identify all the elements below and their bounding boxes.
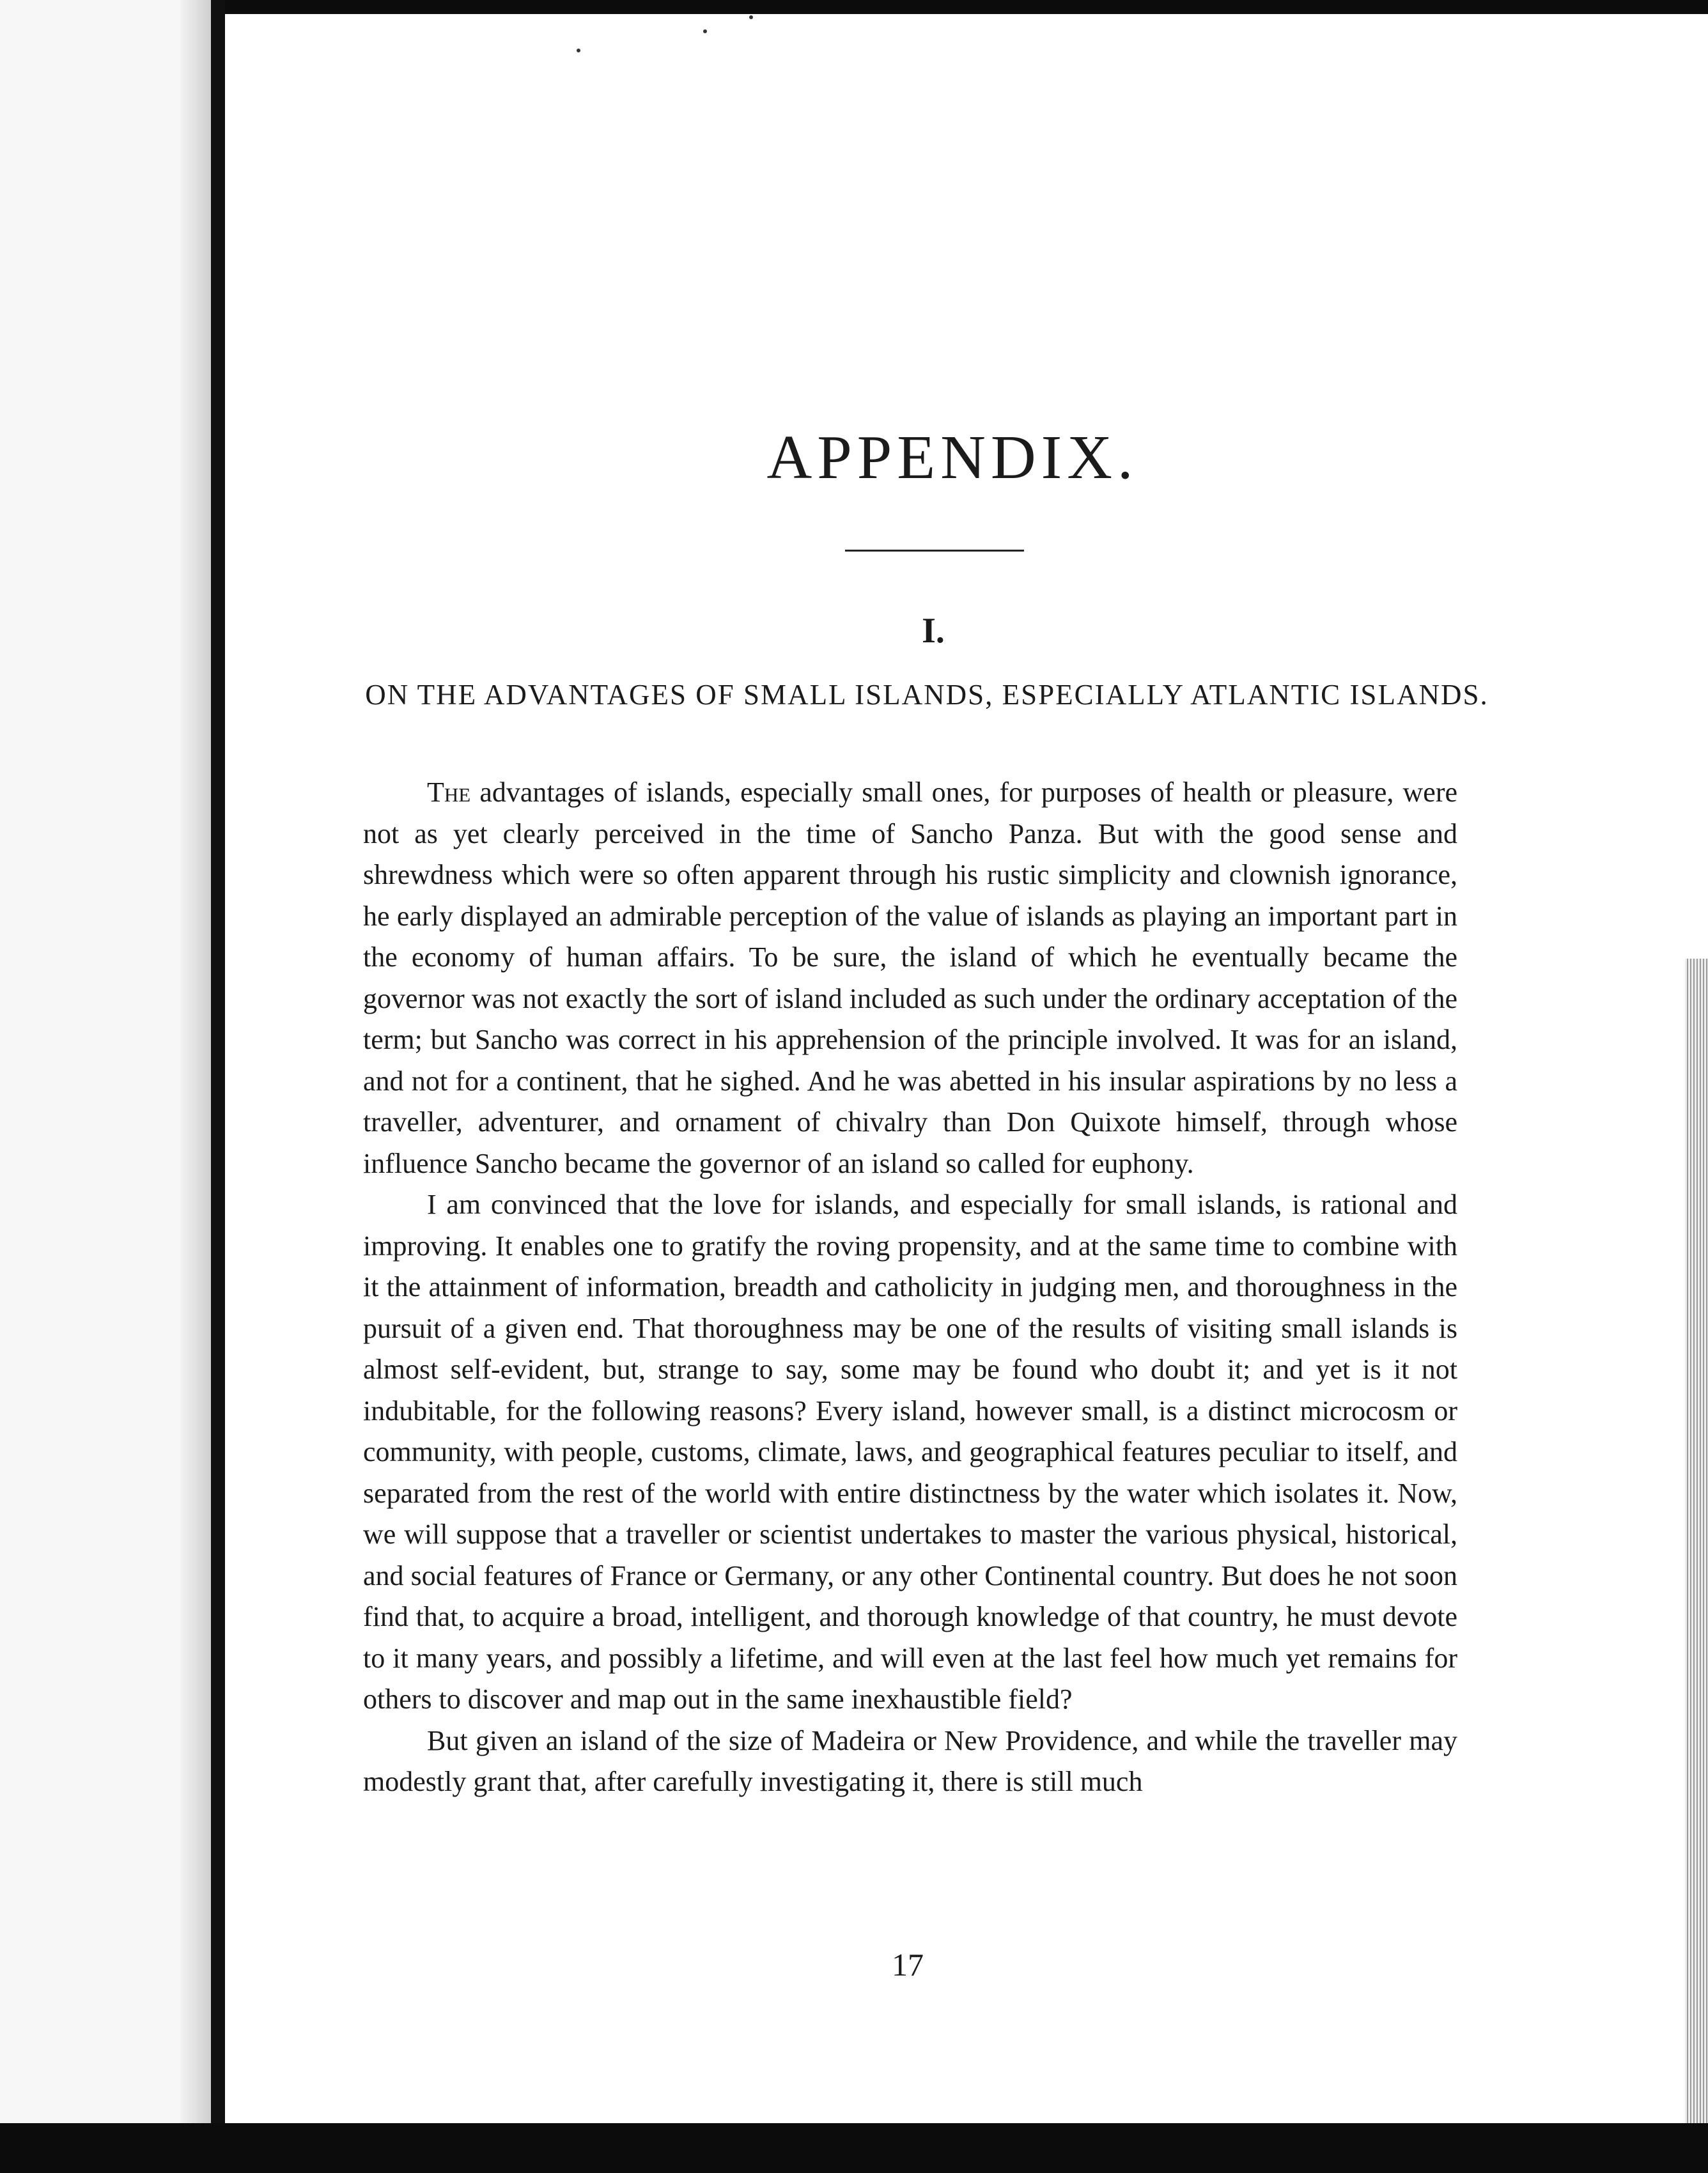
paragraph-text: I am convinced that the love for islands, and especially for small islands, is rational and improving. It enables one to gratify the roving propensity, and at the same time to combine with it the attainment of information, breadth and catholicity in judging men, and thoroughness in the pursuit of a given end. That thoroughness may be one of the results of visiting small islands is almost self-evident, but, strange to say, some may be found who doubt it; and yet is it not indubitable, for the following reasons? Every island, however small, is a distinct microcosm or community, with people, customs, climate, laws, and geographical features peculiar to itself, and separated from the rest of the world with entire distinctness by the water which isolates it. Now, we will suppose that a traveller or scientist undertakes to master the various physical, historical, and social features of France or Germany, or any other Continental country. But does he not soon find that, to acquire a broad, intelligent, and thorough knowledge of that country, he must devote to it many years, and possibly a lifetime, and will even at the last feel how much yet remains for others to discover and map out in the same inexhaustible field? bbox=[363, 1189, 1457, 1715]
body-text bbox=[363, 772, 1457, 1803]
scan-top-border bbox=[224, 0, 1708, 14]
scan-bottom-border bbox=[0, 2123, 1708, 2173]
ink-speck bbox=[577, 49, 580, 52]
paragraph-text: advantages of islands, especially small ones, for purposes of health or pleasure, were not as yet clearly perceived in the time of Sancho Panza. But with the good sense and shrewdness which were so often apparent through his rustic simplicity and clownish ignorance, he early displayed an admirable perception of the value of islands as playing an important part in the economy of human affairs. To be sure, the island of which he eventually became the governor was not exactly the sort of island included as such under the ordinary acceptation of the term; but Sancho was correct in his apprehension of the principle involved. It was for an island, and not for a continent, that he sighed. And he was abetted in his insular aspirations by no less a traveller, adventurer, and ornament of chivalry than Don Quixote himself, through whose influence Sancho became the governor of an island so called for euphony. bbox=[363, 777, 1457, 1179]
paragraph bbox=[363, 1721, 1457, 1803]
page-title: APPENDIX. bbox=[766, 423, 1138, 492]
page-block-edge bbox=[1685, 959, 1708, 2123]
title-rule bbox=[845, 550, 1024, 552]
section-number: I. bbox=[922, 611, 945, 651]
facing-page-edge bbox=[0, 0, 180, 2123]
paragraph bbox=[363, 1184, 1457, 1721]
paragraph-text: But given an island of the size of Madeira or New Providence, and while the traveller may modestly grant that, after carefully investigating it, there is still much bbox=[363, 1724, 1457, 1797]
book-spine bbox=[211, 0, 225, 2123]
ink-speck bbox=[703, 29, 707, 33]
gutter-shadow bbox=[180, 0, 211, 2123]
page-number: 17 bbox=[892, 1947, 924, 1983]
section-title: ON THE ADVANTAGES OF SMALL ISLANDS, ESPECIALLY ATLANTIC ISLANDS. bbox=[365, 679, 1489, 711]
paragraph bbox=[363, 772, 1457, 1184]
paragraph-lead: The bbox=[427, 777, 471, 808]
ink-speck bbox=[749, 15, 753, 19]
